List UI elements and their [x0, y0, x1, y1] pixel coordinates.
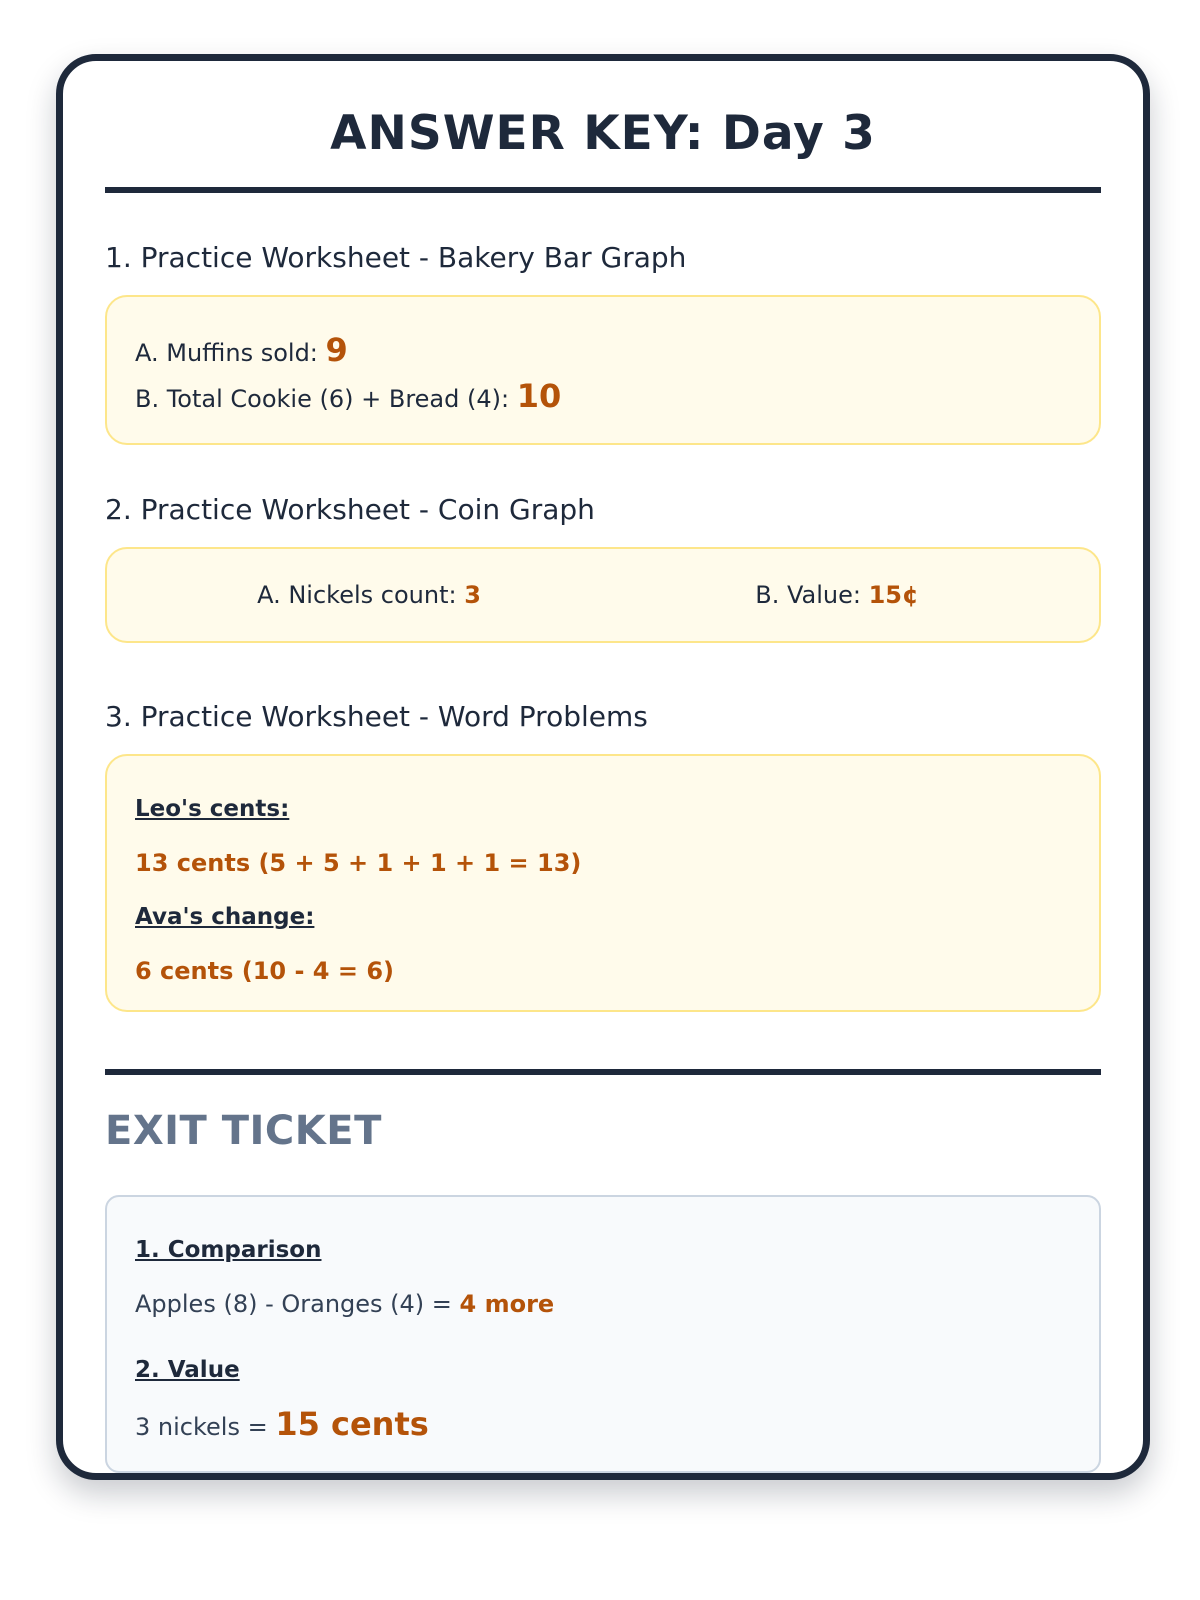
- section-heading-bakery: 1. Practice Worksheet - Bakery Bar Graph: [105, 241, 687, 274]
- answer-label: B. Total Cookie (6) + Bread (4):: [135, 385, 517, 413]
- title-divider: [105, 187, 1101, 193]
- q1-label: 1. Comparison: [135, 1237, 322, 1263]
- q2-answer: 15 cents: [275, 1405, 429, 1443]
- q2-line: [135, 1397, 1071, 1451]
- ava-answer: 6 cents (10 - 4 = 6): [135, 957, 394, 985]
- q2-label: 2. Value: [135, 1357, 240, 1383]
- answer-box-coin: [105, 547, 1101, 643]
- q1-line: [135, 1277, 1071, 1331]
- q1-answer: 4 more: [459, 1290, 555, 1318]
- answer-line-total: [135, 373, 1071, 419]
- q2-text: 3 nickels =: [135, 1413, 276, 1441]
- answer-line-nickels: [135, 581, 603, 609]
- answer-value: 15¢: [868, 581, 919, 609]
- answer-line-muffins: [135, 327, 1071, 373]
- answer-value: 10: [516, 377, 562, 415]
- answer-label: A. Nickels count:: [257, 581, 465, 609]
- answer-value: 9: [325, 331, 348, 369]
- exit-divider: [105, 1069, 1101, 1075]
- section-heading-coin: 2. Practice Worksheet - Coin Graph: [105, 493, 595, 526]
- answer-key-card: [56, 54, 1150, 1480]
- answer-line-value: [603, 581, 1071, 609]
- q1-text: Apples (8) - Oranges (4) =: [135, 1290, 460, 1318]
- exit-ticket-title: EXIT TICKET: [105, 1108, 382, 1154]
- answer-box-word-problems: [105, 754, 1101, 1012]
- leo-label: Leo's cents:: [135, 796, 290, 822]
- ava-label: Ava's change:: [135, 904, 315, 930]
- answer-label: A. Muffins sold:: [135, 339, 326, 367]
- answer-box-bakery: [105, 295, 1101, 445]
- answer-label: B. Value:: [755, 581, 869, 609]
- exit-ticket-box: [105, 1195, 1101, 1473]
- section-heading-word-problems: 3. Practice Worksheet - Word Problems: [105, 700, 648, 733]
- leo-answer: 13 cents (5 + 5 + 1 + 1 + 1 = 13): [135, 849, 582, 877]
- answer-value: 3: [464, 581, 481, 609]
- page-title: ANSWER KEY: Day 3: [330, 106, 876, 161]
